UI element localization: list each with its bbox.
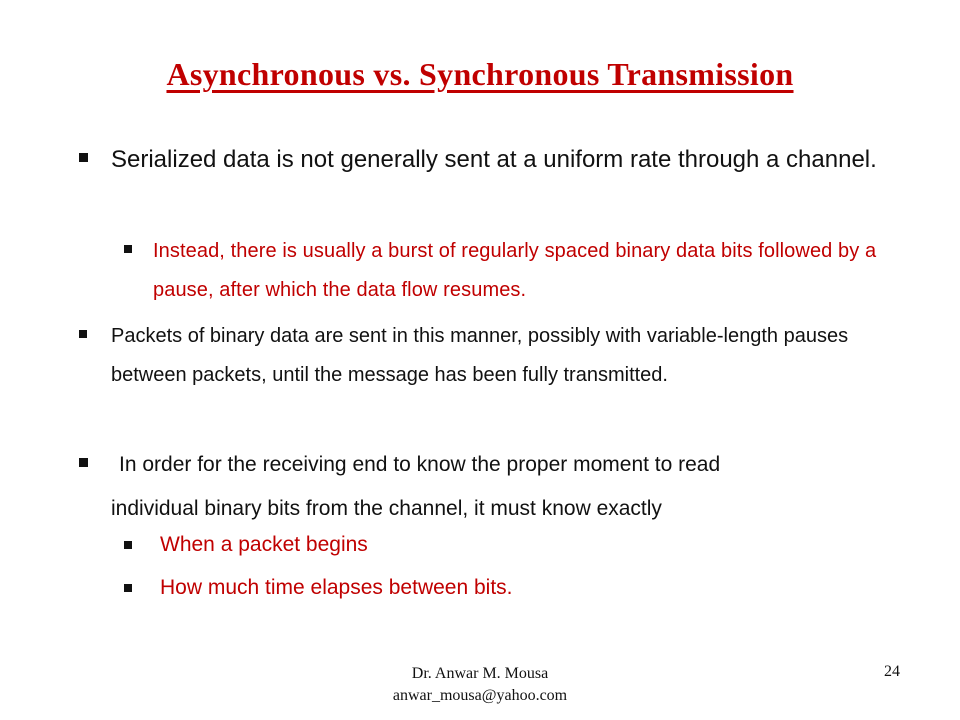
square-bullet-icon	[124, 245, 132, 253]
bullet-text: Packets of binary data are sent in this manner, possibly with variable-length pauses between packets, until the message has been fully transmitted.	[111, 325, 849, 386]
bullet-text: Serialized data is not generally sent at a uniform rate through a channel.	[111, 146, 877, 173]
sub-bullet-text: Instead, there is usually a burst of regularly spaced binary data bits followed by a pause, after which the data flow resumes.	[153, 240, 877, 301]
square-bullet-icon	[124, 541, 132, 549]
bullet-text-line-1: In order for the receiving end to know the proper moment to read	[119, 453, 721, 476]
square-bullet-icon	[79, 330, 87, 338]
page-number: 24	[884, 663, 900, 680]
square-bullet-icon	[79, 458, 88, 467]
sub-bullet-text: When a packet begins	[160, 533, 368, 556]
footer-author-block	[330, 663, 630, 707]
square-bullet-icon	[79, 153, 88, 162]
footer-email: anwar_mousa@yahoo.com	[392, 687, 568, 704]
bullet-text	[111, 443, 901, 531]
sub-bullet-text: How much time elapses between bits.	[160, 576, 513, 599]
footer-author: Dr. Anwar M. Mousa	[411, 665, 549, 682]
slide-title: Asynchronous vs. Synchronous Transmission	[166, 56, 794, 92]
bullet-text-line-2: individual binary bits from the channel, it must know exactly	[111, 497, 662, 520]
square-bullet-icon	[124, 584, 132, 592]
